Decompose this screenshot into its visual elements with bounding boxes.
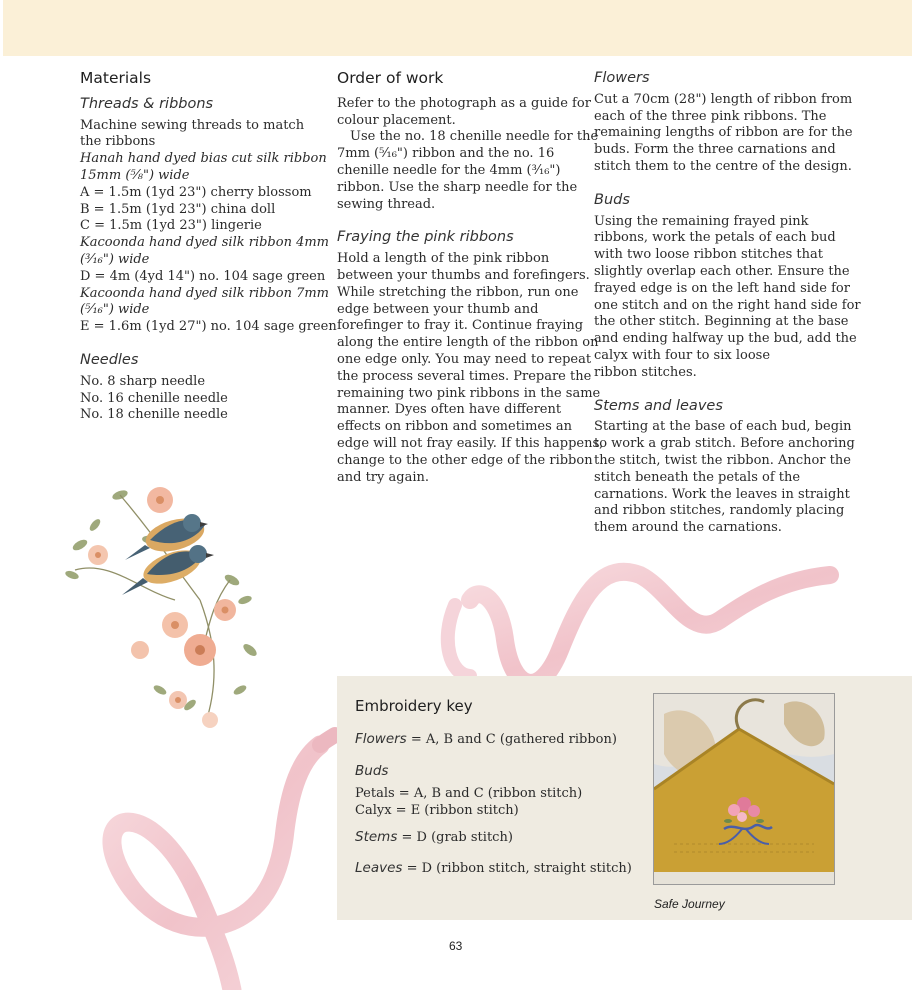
fraying-heading: Fraying the pink ribbons (337, 229, 514, 246)
key-stems-label: Stems (355, 829, 398, 845)
text-line: with two loose ribbon stitches that (594, 247, 823, 263)
needle-item: No. 18 chenille needle (80, 407, 228, 423)
text-line: ribbon stitches. (594, 364, 697, 380)
threads-line: Machine sewing threads to match (80, 117, 305, 133)
text-line: stitch beneath the petals of the (594, 469, 801, 485)
threads-list (80, 117, 337, 336)
embroidery-key-title: Embroidery key (355, 697, 473, 715)
text-line: Cut a 70cm (28") length of ribbon from (594, 91, 853, 107)
key-petals: Petals = A, B and C (ribbon stitch) (355, 786, 583, 801)
text-line: the stitch, twist the ribbon. Anchor the (594, 452, 851, 468)
text-line: the other stitch. Beginning at the base (594, 314, 849, 330)
text-line: frayed edge is on the left hand side for (594, 280, 850, 296)
text-line: remaining two pink ribbons in the same (337, 385, 601, 401)
hanah-ribbon-label: 15mm (⅝") wide (80, 167, 190, 183)
stems-leaves-paragraph (594, 419, 855, 537)
text-line: colour placement. (337, 112, 456, 128)
text-line: calyx with four to six loose (594, 347, 771, 363)
kacoonda-7mm-label: Kacoonda hand dyed silk ribbon 7mm (80, 285, 330, 301)
text-line: 7mm (⁵⁄₁₆") ribbon and the no. 16 (337, 146, 555, 162)
text-line: ribbon. Use the sharp needle for the (337, 179, 578, 195)
text-line: between your thumbs and forefingers. (337, 267, 590, 283)
text-line: While stretching the ribbon, run one (337, 284, 579, 300)
flowers-paragraph (594, 91, 853, 176)
text-line: Hold a length of the pink ribbon (337, 251, 550, 267)
text-line: edge will not fray easily. If this happens, (337, 435, 604, 451)
ribbon-e: E = 1.6m (1yd 27") no. 104 sage green (80, 319, 337, 335)
embroidered-hanger-photo (653, 693, 835, 885)
text-line: change to the other edge of the ribbon (337, 452, 593, 468)
threads-ribbons-heading: Threads & ribbons (80, 95, 214, 112)
needles-heading: Needles (80, 351, 139, 368)
text-line: effects on ribbon and sometimes an (337, 419, 573, 435)
text-line: and try again. (337, 469, 429, 485)
text-line: Using the remaining frayed pink (594, 213, 809, 229)
fraying-paragraph (337, 251, 604, 486)
text-line: Refer to the photograph as a guide for (337, 95, 591, 111)
stems-leaves-heading: Stems and leaves (594, 397, 723, 414)
text-line: slightly overlap each other. Ensure the (594, 263, 850, 279)
key-leaves (355, 860, 632, 877)
order-paragraph-2 (337, 129, 599, 213)
order-of-work-column (337, 68, 604, 502)
text-line: remaining lengths of ribbon are for the (594, 125, 853, 141)
key-leaves-label: Leaves (355, 860, 403, 876)
key-buds-label: Buds (355, 763, 389, 779)
text-line: edge between your thumb and (337, 301, 539, 317)
ribbon-c: C = 1.5m (1yd 23") lingerie (80, 218, 262, 234)
text-line: chenille needle for the 4mm (³⁄₁₆") (337, 162, 561, 178)
text-line: along the entire length of the ribbon on (337, 335, 599, 351)
hanger-photo-art (654, 694, 834, 884)
threads-line: the ribbons (80, 134, 156, 150)
photo-caption: Safe Journey (654, 897, 725, 911)
order-of-work-heading: Order of work (337, 69, 444, 87)
order-paragraph-1 (337, 95, 591, 130)
buds-heading: Buds (594, 191, 630, 208)
text-line: and ribbon stitches, randomly placing (594, 503, 845, 519)
text-line: to work a grab stitch. Before anchoring (594, 436, 855, 452)
key-leaves-value: = D (ribbon stitch, straight stitch) (402, 861, 632, 876)
text-line: the process several times. Prepare the (337, 368, 592, 384)
text-line: manner. Dyes often have different (337, 402, 562, 418)
flowers-heading: Flowers (594, 70, 650, 86)
needle-item: No. 16 chenille needle (80, 390, 228, 406)
key-buds (355, 763, 388, 780)
materials-column (80, 68, 337, 440)
needle-item: No. 8 sharp needle (80, 373, 206, 389)
text-line: one stitch and on the right hand side for (594, 297, 861, 313)
text-line: and ending halfway up the bud, add the (594, 331, 857, 347)
text-line: forefinger to fray it. Continue fraying (337, 318, 584, 334)
text-line: them around the carnations. (594, 520, 782, 536)
page-number: 63 (449, 939, 463, 953)
key-stems-value: = D (grab stitch) (397, 830, 513, 845)
text-line: one edge only. You may need to repeat (337, 351, 592, 367)
ribbon-d: D = 4m (4yd 14") no. 104 sage green (80, 268, 326, 284)
key-calyx: Calyx = E (ribbon stitch) (355, 803, 519, 818)
text-line: ribbons, work the petals of each bud (594, 230, 836, 246)
kacoonda-4mm-label: (³⁄₁₆") wide (80, 251, 150, 267)
key-stems (355, 829, 513, 846)
buds-paragraph (594, 213, 861, 382)
key-flowers-value: = A, B and C (gathered ribbon) (406, 732, 617, 747)
hanah-ribbon-label: Hanah hand dyed bias cut silk ribbon (80, 151, 327, 167)
flowers-column (594, 68, 861, 553)
text-line: buds. Form the three carnations and (594, 142, 836, 158)
text-line: sewing thread. (337, 196, 436, 212)
kacoonda-4mm-label: Kacoonda hand dyed silk ribbon 4mm (80, 235, 330, 251)
key-flowers (355, 731, 617, 748)
materials-heading: Materials (80, 69, 152, 87)
text-line: carnations. Work the leaves in straight (594, 486, 850, 502)
ribbon-b: B = 1.5m (1yd 23") china doll (80, 201, 276, 217)
text-line: each of the three pink ribbons. The (594, 108, 827, 124)
ribbon-a: A = 1.5m (1yd 23") cherry blossom (80, 184, 312, 200)
needles-list (80, 374, 320, 424)
text-line: stitch them to the centre of the design. (594, 158, 852, 174)
kacoonda-7mm-label: (⁵⁄₁₆") wide (80, 302, 150, 318)
text-line: Use the no. 18 chenille needle for the (350, 129, 599, 145)
text-line: Starting at the base of each bud, begin (594, 419, 852, 435)
key-flowers-label: Flowers (355, 731, 407, 747)
